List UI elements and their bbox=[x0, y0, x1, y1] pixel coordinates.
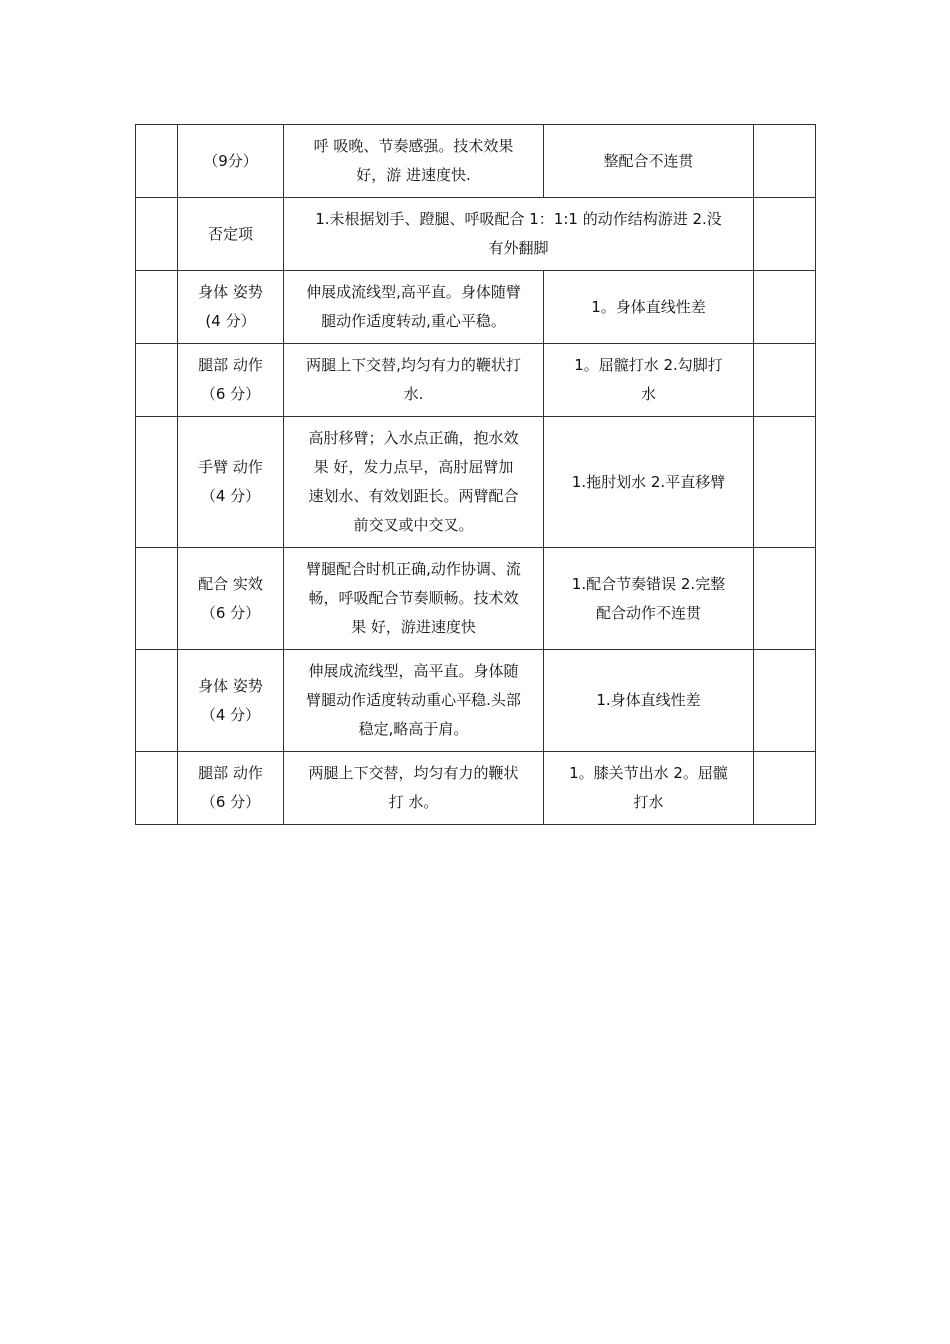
scoring-table bbox=[135, 124, 816, 825]
error-cell: 1。身体直线性差 bbox=[544, 271, 754, 344]
score-cell bbox=[754, 752, 816, 825]
blank-cell bbox=[136, 125, 178, 198]
table-row bbox=[136, 198, 816, 271]
score-cell bbox=[754, 125, 816, 198]
item-cell: 配合 实效 （6 分） bbox=[178, 548, 284, 650]
item-cell: 否定项 bbox=[178, 198, 284, 271]
error-cell: 1.拖肘划水 2.平直移臂 bbox=[544, 417, 754, 548]
table-row bbox=[136, 271, 816, 344]
item-cell: 身体 姿势 (4 分） bbox=[178, 271, 284, 344]
standard-cell: 伸展成流线型,高平直。身体随臂 腿动作适度转动,重心平稳。 bbox=[284, 271, 544, 344]
standard-cell: 伸展成流线型，高平直。身体随 臂腿动作适度转动重心平稳.头部 稳定,略高于肩。 bbox=[284, 650, 544, 752]
item-cell: 腿部 动作 （6 分） bbox=[178, 752, 284, 825]
blank-cell bbox=[136, 198, 178, 271]
error-cell: 1。膝关节出水 2。屈髋 打水 bbox=[544, 752, 754, 825]
standard-cell: 两腿上下交替，均匀有力的鞭状 打 水。 bbox=[284, 752, 544, 825]
error-cell: 1.配合节奏错误 2.完整 配合动作不连贯 bbox=[544, 548, 754, 650]
item-cell: 腿部 动作 （6 分） bbox=[178, 344, 284, 417]
score-cell bbox=[754, 417, 816, 548]
standard-cell: 两腿上下交替,均匀有力的鞭状打 水. bbox=[284, 344, 544, 417]
error-cell: 1。屈髋打水 2.勾脚打 水 bbox=[544, 344, 754, 417]
table-row bbox=[136, 125, 816, 198]
item-cell: 身体 姿势 （4 分） bbox=[178, 650, 284, 752]
score-cell bbox=[754, 198, 816, 271]
table-row bbox=[136, 417, 816, 548]
error-cell: 整配合不连贯 bbox=[544, 125, 754, 198]
table-row bbox=[136, 548, 816, 650]
blank-cell bbox=[136, 650, 178, 752]
score-cell bbox=[754, 650, 816, 752]
negation-cell: 1.未根据划手、蹬腿、呼吸配合 1：1:1 的动作结构游进 2.没 有外翻脚 bbox=[284, 198, 754, 271]
blank-cell bbox=[136, 548, 178, 650]
item-cell: （9分） bbox=[178, 125, 284, 198]
item-cell: 手臂 动作 （4 分） bbox=[178, 417, 284, 548]
score-cell bbox=[754, 548, 816, 650]
table-row bbox=[136, 650, 816, 752]
blank-cell bbox=[136, 344, 178, 417]
blank-cell bbox=[136, 417, 178, 548]
table-row bbox=[136, 344, 816, 417]
blank-cell bbox=[136, 271, 178, 344]
table-row bbox=[136, 752, 816, 825]
standard-cell: 高肘移臂；入水点正确，抱水效 果 好，发力点早，高肘屈臂加 速划水、有效划距长。两臂配合 前交叉或中交叉。 bbox=[284, 417, 544, 548]
score-cell bbox=[754, 271, 816, 344]
standard-cell: 臂腿配合时机正确,动作协调、流 畅，呼吸配合节奏顺畅。技术效 果 好，游进速度快 bbox=[284, 548, 544, 650]
score-cell bbox=[754, 344, 816, 417]
blank-cell bbox=[136, 752, 178, 825]
error-cell: 1.身体直线性差 bbox=[544, 650, 754, 752]
standard-cell: 呼 吸晚、节奏感强。技术效果 好，游 进速度快. bbox=[284, 125, 544, 198]
